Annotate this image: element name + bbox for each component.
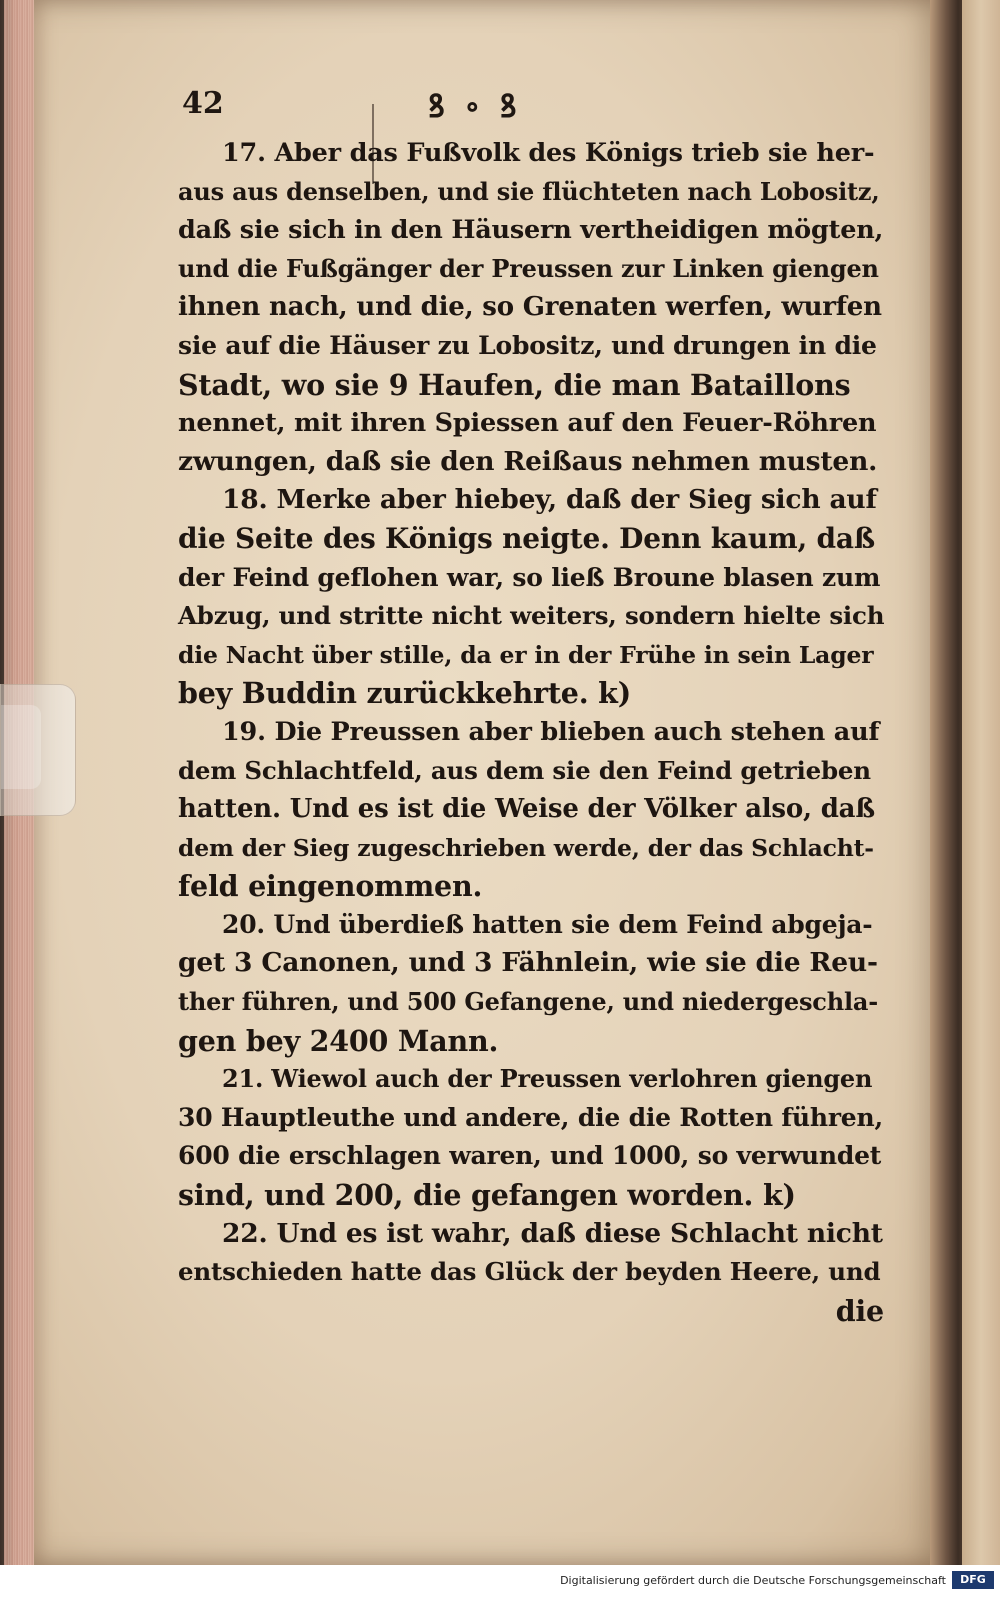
- paragraph-first-line: 18. Merke aber hiebey, daß der Sieg sich auf: [222, 484, 877, 516]
- text-line: die Seite des Königs neigte. Denn kaum, daß: [178, 521, 875, 555]
- text-line: der Feind geflohen war, so ließ Broune blasen zum: [178, 562, 881, 592]
- text-line: 30 Hauptleuthe und andere, die die Rotten führen,: [178, 1102, 883, 1132]
- clamp-holder: [0, 684, 76, 816]
- adjacent-page: [962, 0, 1000, 1565]
- footer-bar: [0, 1565, 1000, 1598]
- text-line: nennet, mit ihren Spiessen auf den Feuer-Röhren: [178, 408, 877, 439]
- text-line: sind, und 200, die gefangen worden. k): [178, 1178, 796, 1213]
- text-line: aus aus denselben, und sie flüchteten nach Lobositz,: [178, 176, 880, 206]
- text-line: ther führen, und 500 Gefangene, und niedergeschla-: [178, 987, 878, 1017]
- body-text: [178, 134, 884, 1330]
- text-line: ihnen nach, und die, so Grenaten werfen, wurfen: [178, 292, 882, 323]
- dfg-logo: DFG: [952, 1571, 994, 1589]
- text-line: feld eingenommen.: [178, 869, 483, 904]
- text-line: get 3 Canonen, und 3 Fähnlein, wie sie die Reu-: [178, 947, 878, 979]
- paragraph-first-line: 22. Und es ist wahr, daß diese Schlacht nicht: [222, 1217, 883, 1249]
- running-header: [182, 80, 882, 130]
- text-line: entschieden hatte das Glück der beyden Heere, und: [178, 1257, 881, 1287]
- page-number: 42: [182, 86, 224, 121]
- text-line: bey Buddin zurückkehrte. k): [178, 676, 632, 711]
- paragraph-first-line: 20. Und überdieß hatten sie dem Feind abgeja-: [222, 909, 873, 939]
- text-line: sie auf die Häuser zu Lobositz, und drungen in die: [178, 330, 877, 360]
- text-line: 600 die erschlagen waren, und 1000, so verwundet: [178, 1141, 882, 1171]
- text-line: zwungen, daß sie den Reißaus nehmen musten.: [178, 445, 878, 477]
- text-line: Stadt, wo sie 9 Haufen, die man Bataillons: [178, 367, 851, 402]
- text-line: und die Fußgänger der Preussen zur Linken giengen: [178, 253, 879, 283]
- text-line: daß sie sich in den Häusern vertheidigen mögten,: [178, 215, 884, 246]
- paragraph-first-line: 19. Die Preussen aber blieben auch stehen auf: [222, 716, 880, 747]
- text-line: hatten. Und es ist die Weise der Völker also, daß: [178, 794, 875, 825]
- text-line: gen bey 2400 Mann.: [178, 1023, 499, 1058]
- catchword: die: [835, 1293, 884, 1328]
- text-line: die Nacht über stille, da er in der Frühe in sein Lager: [178, 640, 874, 669]
- header-ornament: ꝸ ∘ ꝸ: [428, 87, 521, 125]
- text-line: dem der Sieg zugeschrieben werde, der das Schlacht-: [178, 833, 874, 862]
- text-line: dem Schlachtfeld, aus dem sie den Feind getrieben: [178, 755, 871, 785]
- paragraph-first-line: 21. Wiewol auch der Preussen verlohren giengen: [222, 1064, 873, 1094]
- paragraph-first-line: 17. Aber das Fußvolk des Königs trieb sie her-: [222, 138, 875, 168]
- text-line: Abzug, und stritte nicht weiters, sondern hielte sich: [178, 601, 885, 631]
- footer-credit: Digitalisierung gefördert durch die Deutsche Forschungsgemeinschaft: [560, 1574, 946, 1587]
